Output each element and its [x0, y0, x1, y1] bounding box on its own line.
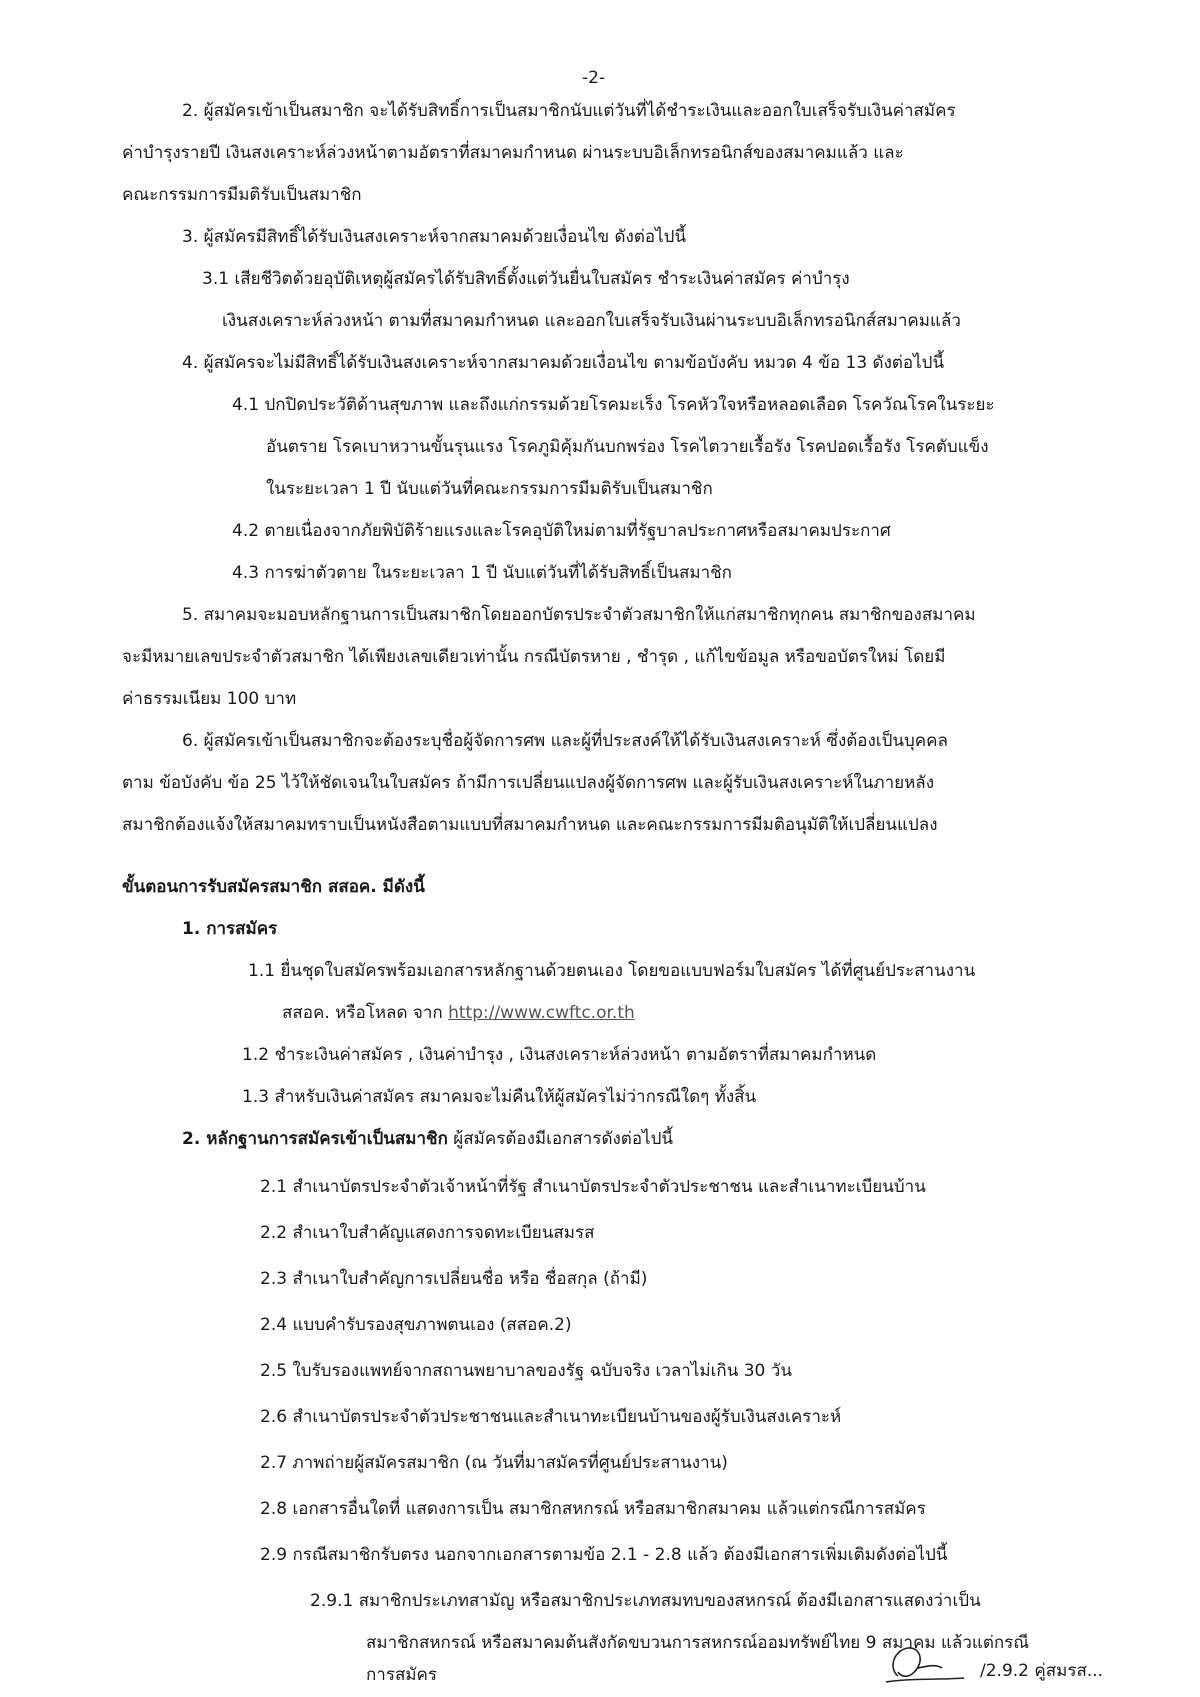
- step-2-heading-rest: ผู้สมัครต้องมีเอกสารดังต่อไปนี้: [453, 1129, 674, 1149]
- doc-2-7: 2.7 ภาพถ่ายผู้สมัครสมาชิก (ณ วันที่มาสมัครที่ศูนย์ประสานงาน): [260, 1453, 728, 1473]
- doc-2-5: 2.5 ใบรับรองแพทย์จากสถานพยาบาลของรัฐ ฉบับจริง เวลาไม่เกิน 30 วัน: [260, 1361, 792, 1381]
- doc-2-9: 2.9 กรณีสมาชิกรับตรง นอกจากเอกสารตามข้อ 2.1 - 2.8 แล้ว ต้องมีเอกสารเพิ่มเติมดังต่อไปนี้: [260, 1545, 948, 1565]
- item-2-cont-2: คณะกรรมการมีมติรับเป็นสมาชิก: [122, 185, 362, 205]
- doc-2-9-1: 2.9.1 สมาชิกประเภทสามัญ หรือสมาชิกประเภทสมทบของสหกรณ์ ต้องมีเอกสารแสดงว่าเป็น: [310, 1591, 981, 1611]
- item-3-1-cont: เงินสงเคราะห์ล่วงหน้า ตามที่สมาคมกำหนด และออกใบเสร็จรับเงินผ่านระบบอิเล็กทรอนิกส์สมาคมแล้ว: [222, 311, 961, 331]
- step-1-1-cont: [282, 1002, 635, 1024]
- step-1-1-cont-text: สสอค. หรือโหลด จาก: [282, 1003, 443, 1023]
- item-4-3: 4.3 การฆ่าตัวตาย ในระยะเวลา 1 ปี นับแต่วันที่ได้รับสิทธิ์เป็นสมาชิก: [232, 563, 732, 583]
- item-3: 3. ผู้สมัครมีสิทธิ์ได้รับเงินสงเคราะห์จากสมาคมด้วยเงื่อนไข ดังต่อไปนี้: [182, 227, 687, 247]
- item-6-cont-2: สมาชิกต้องแจ้งให้สมาคมทราบเป็นหนังสือตามแบบที่สมาคมกำหนด และคณะกรรมการมีมติอนุมัติให้เปลี่ยนแปลง: [122, 815, 938, 835]
- item-5-cont-1: จะมีหมายเลขประจำตัวสมาชิก ได้เพียงเลขเดียวเท่านั้น กรณีบัตรหาย , ชำรุด , แก้ไขข้อมูล หรือขอบัตรใหม่ โดยมี: [122, 647, 946, 667]
- item-6: 6. ผู้สมัครเข้าเป็นสมาชิกจะต้องระบุชื่อผู้จัดการศพ และผู้ที่ประสงค์ให้ได้รับเงินสงเคราะห์ ซึ่งต้องเป็นบุคคล: [182, 731, 948, 751]
- step-1-3: 1.3 สำหรับเงินค่าสมัคร สมาคมจะไม่คืนให้ผู้สมัครไม่ว่ากรณีใดๆ ทั้งสิ้น: [242, 1087, 757, 1107]
- item-2-cont-1: ค่าบำรุงรายปี เงินสงเคราะห์ล่วงหน้าตามอัตราที่สมาคมกำหนด ผ่านระบบอิเล็กทรอนิกส์ของสมาคมแล้ว และ: [122, 143, 904, 163]
- doc-2-3: 2.3 สำเนาใบสำคัญการเปลี่ยนชื่อ หรือ ชื่อสกุล (ถ้ามี): [260, 1269, 648, 1289]
- doc-2-9-1-cont-1: สมาชิกสหกรณ์ หรือสมาคมต้นสังกัดขบวนการสหกรณ์ออมทรัพย์ไทย 9 สมาคม แล้วแต่กรณี: [366, 1633, 1030, 1653]
- doc-2-1: 2.1 สำเนาบัตรประจำตัวเจ้าหน้าที่รัฐ สำเนาบัตรประจำตัวประชาชน และสำเนาทะเบียนบ้าน: [260, 1177, 926, 1197]
- step-1-2: 1.2 ชำระเงินค่าสมัคร , เงินค่าบำรุง , เงินสงเคราะห์ล่วงหน้า ตามอัตราที่สมาคมกำหนด: [242, 1045, 877, 1065]
- doc-2-4: 2.4 แบบคำรับรองสุขภาพตนเอง (สสอค.2): [260, 1315, 572, 1335]
- section-heading: ขั้นตอนการรับสมัครสมาชิก สสอค. มีดังนี้: [122, 877, 425, 897]
- item-3-1: 3.1 เสียชีวิตด้วยอุบัติเหตุผู้สมัครได้รับสิทธิ์ตั้งแต่วันยื่นใบสมัคร ชำระเงินค่าสมัคร ค่าบำรุง: [202, 269, 850, 289]
- continuation-note: /2.9.2 คู่สมรส...: [980, 1661, 1104, 1681]
- step-1-1: 1.1 ยื่นชุดใบสมัครพร้อมเอกสารหลักฐานด้วยตนเอง โดยขอแบบฟอร์มใบสมัคร ได้ที่ศูนย์ประสานงาน: [248, 961, 976, 981]
- item-2: 2. ผู้สมัครเข้าเป็นสมาชิก จะได้รับสิทธิ์การเป็นสมาชิกนับแต่วันที่ได้ชำระเงินและออกใบเสร็จรับเงินค่าสมัคร: [182, 101, 956, 121]
- item-4-1-cont-2: ในระยะเวลา 1 ปี นับแต่วันที่คณะกรรมการมีมติรับเป็นสมาชิก: [266, 479, 713, 499]
- doc-2-9-1-cont-2: การสมัคร: [366, 1665, 438, 1685]
- item-5: 5. สมาคมจะมอบหลักฐานการเป็นสมาชิกโดยออกบัตรประจำตัวสมาชิกให้แก่สมาชิกทุกคน สมาชิกของสมาคม: [182, 605, 976, 625]
- doc-2-6: 2.6 สำเนาบัตรประจำตัวประชาชนและสำเนาทะเบียนบ้านของผู้รับเงินสงเคราะห์: [260, 1407, 842, 1427]
- item-6-cont-1: ตาม ข้อบังคับ ข้อ 25 ไว้ให้ชัดเจนในใบสมัคร ถ้ามีการเปลี่ยนแปลงผู้จัดการศพ และผู้รับเงินสงเคราะห์ในภายหลัง: [122, 773, 934, 793]
- doc-2-8: 2.8 เอกสารอื่นใดที่ แสดงการเป็น สมาชิกสหกรณ์ หรือสมาชิกสมาคม แล้วแต่กรณีการสมัคร: [260, 1499, 926, 1519]
- page-number: -2-: [582, 68, 606, 88]
- signature-mark: [880, 1638, 970, 1688]
- step-2-heading: [182, 1128, 673, 1150]
- doc-2-2: 2.2 สำเนาใบสำคัญแสดงการจดทะเบียนสมรส: [260, 1223, 595, 1243]
- item-4-1: 4.1 ปกปิดประวัติด้านสุขภาพ และถึงแก่กรรมด้วยโรคมะเร็ง โรคหัวใจหรือหลอดเลือด โรควัณโรคในระยะ: [232, 395, 995, 415]
- item-4-1-cont-1: อันตราย โรคเบาหวานขั้นรุนแรง โรคภูมิคุ้มกันบกพร่อง โรคไตวายเรื้อรัง โรคปอดเรื้อรัง โรคตับแข็ง: [266, 437, 989, 457]
- step-1-heading: 1. การสมัคร: [182, 919, 278, 939]
- step-2-heading-bold: 2. หลักฐานการสมัครเข้าเป็นสมาชิก: [182, 1129, 448, 1149]
- item-4: 4. ผู้สมัครจะไม่มีสิทธิ์ได้รับเงินสงเคราะห์จากสมาคมด้วยเงื่อนไข ตามข้อบังคับ หมวด 4 ข้อ 13 ดังต่อไปนี้: [182, 353, 945, 373]
- website-link[interactable]: http://www.cwftc.or.th: [448, 1003, 635, 1023]
- item-5-cont-2: ค่าธรรมเนียม 100 บาท: [122, 689, 297, 709]
- item-4-2: 4.2 ตายเนื่องจากภัยพิบัติร้ายแรงและโรคอุบัติใหม่ตามที่รัฐบาลประกาศหรือสมาคมประกาศ: [232, 521, 891, 541]
